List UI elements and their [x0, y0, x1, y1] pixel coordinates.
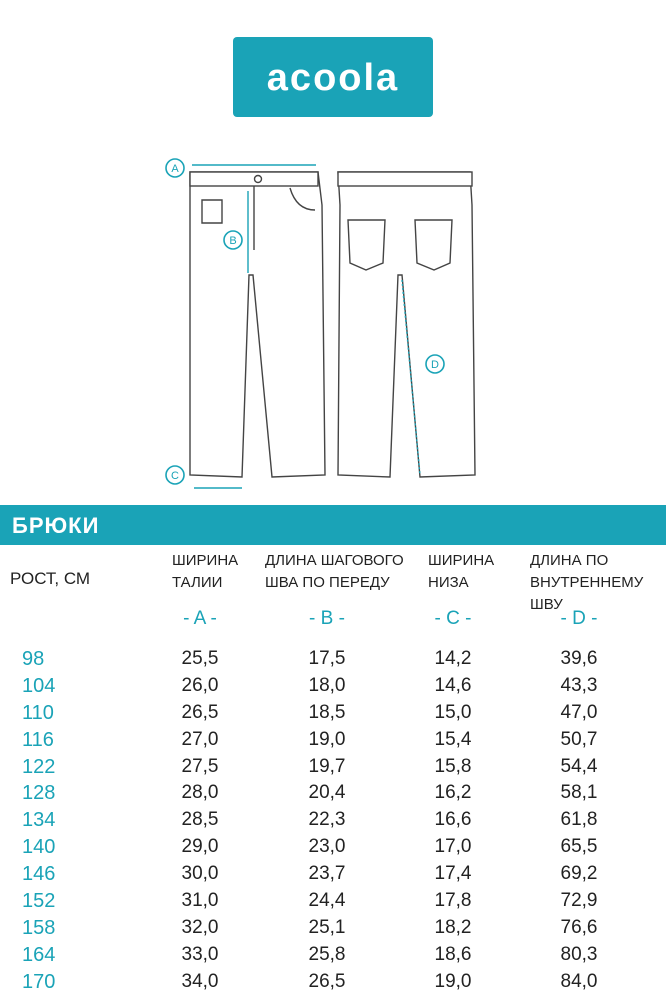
height-cell: 128: [22, 782, 56, 805]
section-title: БРЮКИ: [12, 513, 100, 538]
table-row: [0, 756, 666, 783]
column-letter-d: - D -: [560, 608, 598, 629]
column-header-inner-seam: ДЛИНА ПО ВНУТРЕННЕМУ ШВУ: [530, 552, 644, 613]
table-row: [0, 890, 666, 917]
table-row: [0, 944, 666, 971]
measurement-cell: 84,0: [560, 970, 598, 992]
svg-text:acoola: acoola: [266, 57, 400, 99]
measurement-cell: 29,0: [181, 836, 219, 858]
measurement-cell: 17,5: [308, 648, 346, 669]
column-header-waist: ШИРИНА ТАЛИИ: [172, 552, 239, 591]
table-row: [0, 917, 666, 944]
column-header-inseam-front: ДЛИНА ШАГОВОГО ШВА ПО ПЕРЕДУ: [265, 552, 404, 591]
measurement-cell: 19,0: [434, 970, 472, 992]
table-row: [0, 675, 666, 702]
measurement-cell: 31,0: [181, 890, 219, 912]
table-row: [0, 971, 666, 998]
measurement-cell: 30,0: [181, 863, 219, 885]
table-row: [0, 648, 666, 675]
pants-outline-icon: [150, 145, 510, 495]
column-header-hem-width: ШИРИНА НИЗА: [428, 552, 495, 591]
measurement-cell: 23,0: [308, 836, 346, 858]
table-row: [0, 836, 666, 863]
measurement-cell: 25,5: [181, 648, 219, 669]
pants-diagram: [150, 145, 510, 495]
label-b: B: [229, 235, 237, 247]
height-cell: 122: [22, 755, 56, 778]
brand-logo: [233, 37, 433, 117]
measurement-cell: 33,0: [181, 943, 219, 965]
measurement-cell: 18,6: [434, 943, 472, 965]
measurement-cell: 26,5: [308, 970, 346, 992]
measurement-cell: 23,7: [308, 863, 346, 885]
height-cell: 134: [22, 809, 56, 832]
acoola-logo-icon: [233, 37, 433, 117]
measurement-cell: 69,2: [560, 863, 598, 885]
measurement-cell: 76,6: [560, 916, 598, 938]
table-row: [0, 702, 666, 729]
measurement-cell: 65,5: [560, 836, 598, 858]
height-cell: 146: [22, 863, 56, 886]
label-c: C: [171, 470, 179, 482]
measurement-cell: 58,1: [560, 782, 598, 804]
measurement-cell: 28,0: [181, 782, 219, 804]
section-banner: [0, 505, 666, 545]
height-cell: 152: [22, 890, 56, 913]
column-letter-c: - C -: [434, 608, 472, 629]
height-cell: 164: [22, 943, 56, 966]
measurement-cell: 39,6: [560, 648, 598, 669]
measurement-cell: 80,3: [560, 943, 598, 965]
measurement-cell: 17,0: [434, 836, 472, 858]
measurement-cell: 26,0: [181, 674, 219, 696]
measurement-cell: 27,0: [181, 728, 219, 750]
measurement-cell: 24,4: [308, 890, 346, 912]
measurement-cell: 50,7: [560, 728, 598, 750]
column-letter-b: - B -: [309, 608, 345, 629]
measurement-cell: 18,0: [308, 674, 346, 696]
height-cell: 140: [22, 836, 56, 859]
measurement-cell: 28,5: [181, 809, 219, 831]
table-row: [0, 809, 666, 836]
label-d: D: [431, 359, 439, 371]
measurement-cell: 22,3: [308, 809, 346, 831]
height-cell: 98: [22, 648, 45, 670]
height-cell: 104: [22, 674, 56, 697]
measurement-cell: 18,5: [308, 701, 346, 723]
measurement-cell: 27,5: [181, 755, 219, 777]
measurement-cell: 15,8: [434, 755, 472, 777]
height-cell: 170: [22, 970, 56, 993]
measurement-cell: 14,6: [434, 674, 472, 696]
measurement-cell: 32,0: [181, 916, 219, 938]
measurement-cell: 25,8: [308, 943, 346, 965]
measurement-cell: 43,3: [560, 674, 598, 696]
measurement-cell: 47,0: [560, 701, 598, 723]
measurement-cell: 17,8: [434, 890, 472, 912]
measurement-cell: 17,4: [434, 863, 472, 885]
measurement-cell: 16,2: [434, 782, 472, 804]
measurement-cell: 61,8: [560, 809, 598, 831]
label-a: A: [171, 163, 179, 175]
measurement-cell: 15,4: [434, 728, 472, 750]
measurement-cell: 25,1: [308, 916, 346, 938]
size-table: [0, 648, 666, 998]
table-row: [0, 782, 666, 809]
measurement-cell: 34,0: [181, 970, 219, 992]
measurement-cell: 20,4: [308, 782, 346, 804]
table-row: [0, 863, 666, 890]
measurement-cell: 26,5: [181, 701, 219, 723]
measurement-cell: 19,7: [308, 755, 346, 777]
measurement-cell: 72,9: [560, 890, 598, 912]
height-cell: 158: [22, 916, 56, 939]
row-header-height: РОСТ, СМ: [10, 569, 91, 588]
height-cell: 110: [22, 701, 54, 724]
height-cell: 116: [22, 728, 54, 751]
measurement-cell: 15,0: [434, 701, 472, 723]
measurement-cell: 54,4: [560, 755, 598, 777]
measurement-cell: 18,2: [434, 916, 472, 938]
measurement-cell: 19,0: [308, 728, 346, 750]
measurement-cell: 14,2: [434, 648, 472, 669]
measurement-cell: 16,6: [434, 809, 472, 831]
column-letter-a: - A -: [183, 608, 217, 629]
table-row: [0, 729, 666, 756]
